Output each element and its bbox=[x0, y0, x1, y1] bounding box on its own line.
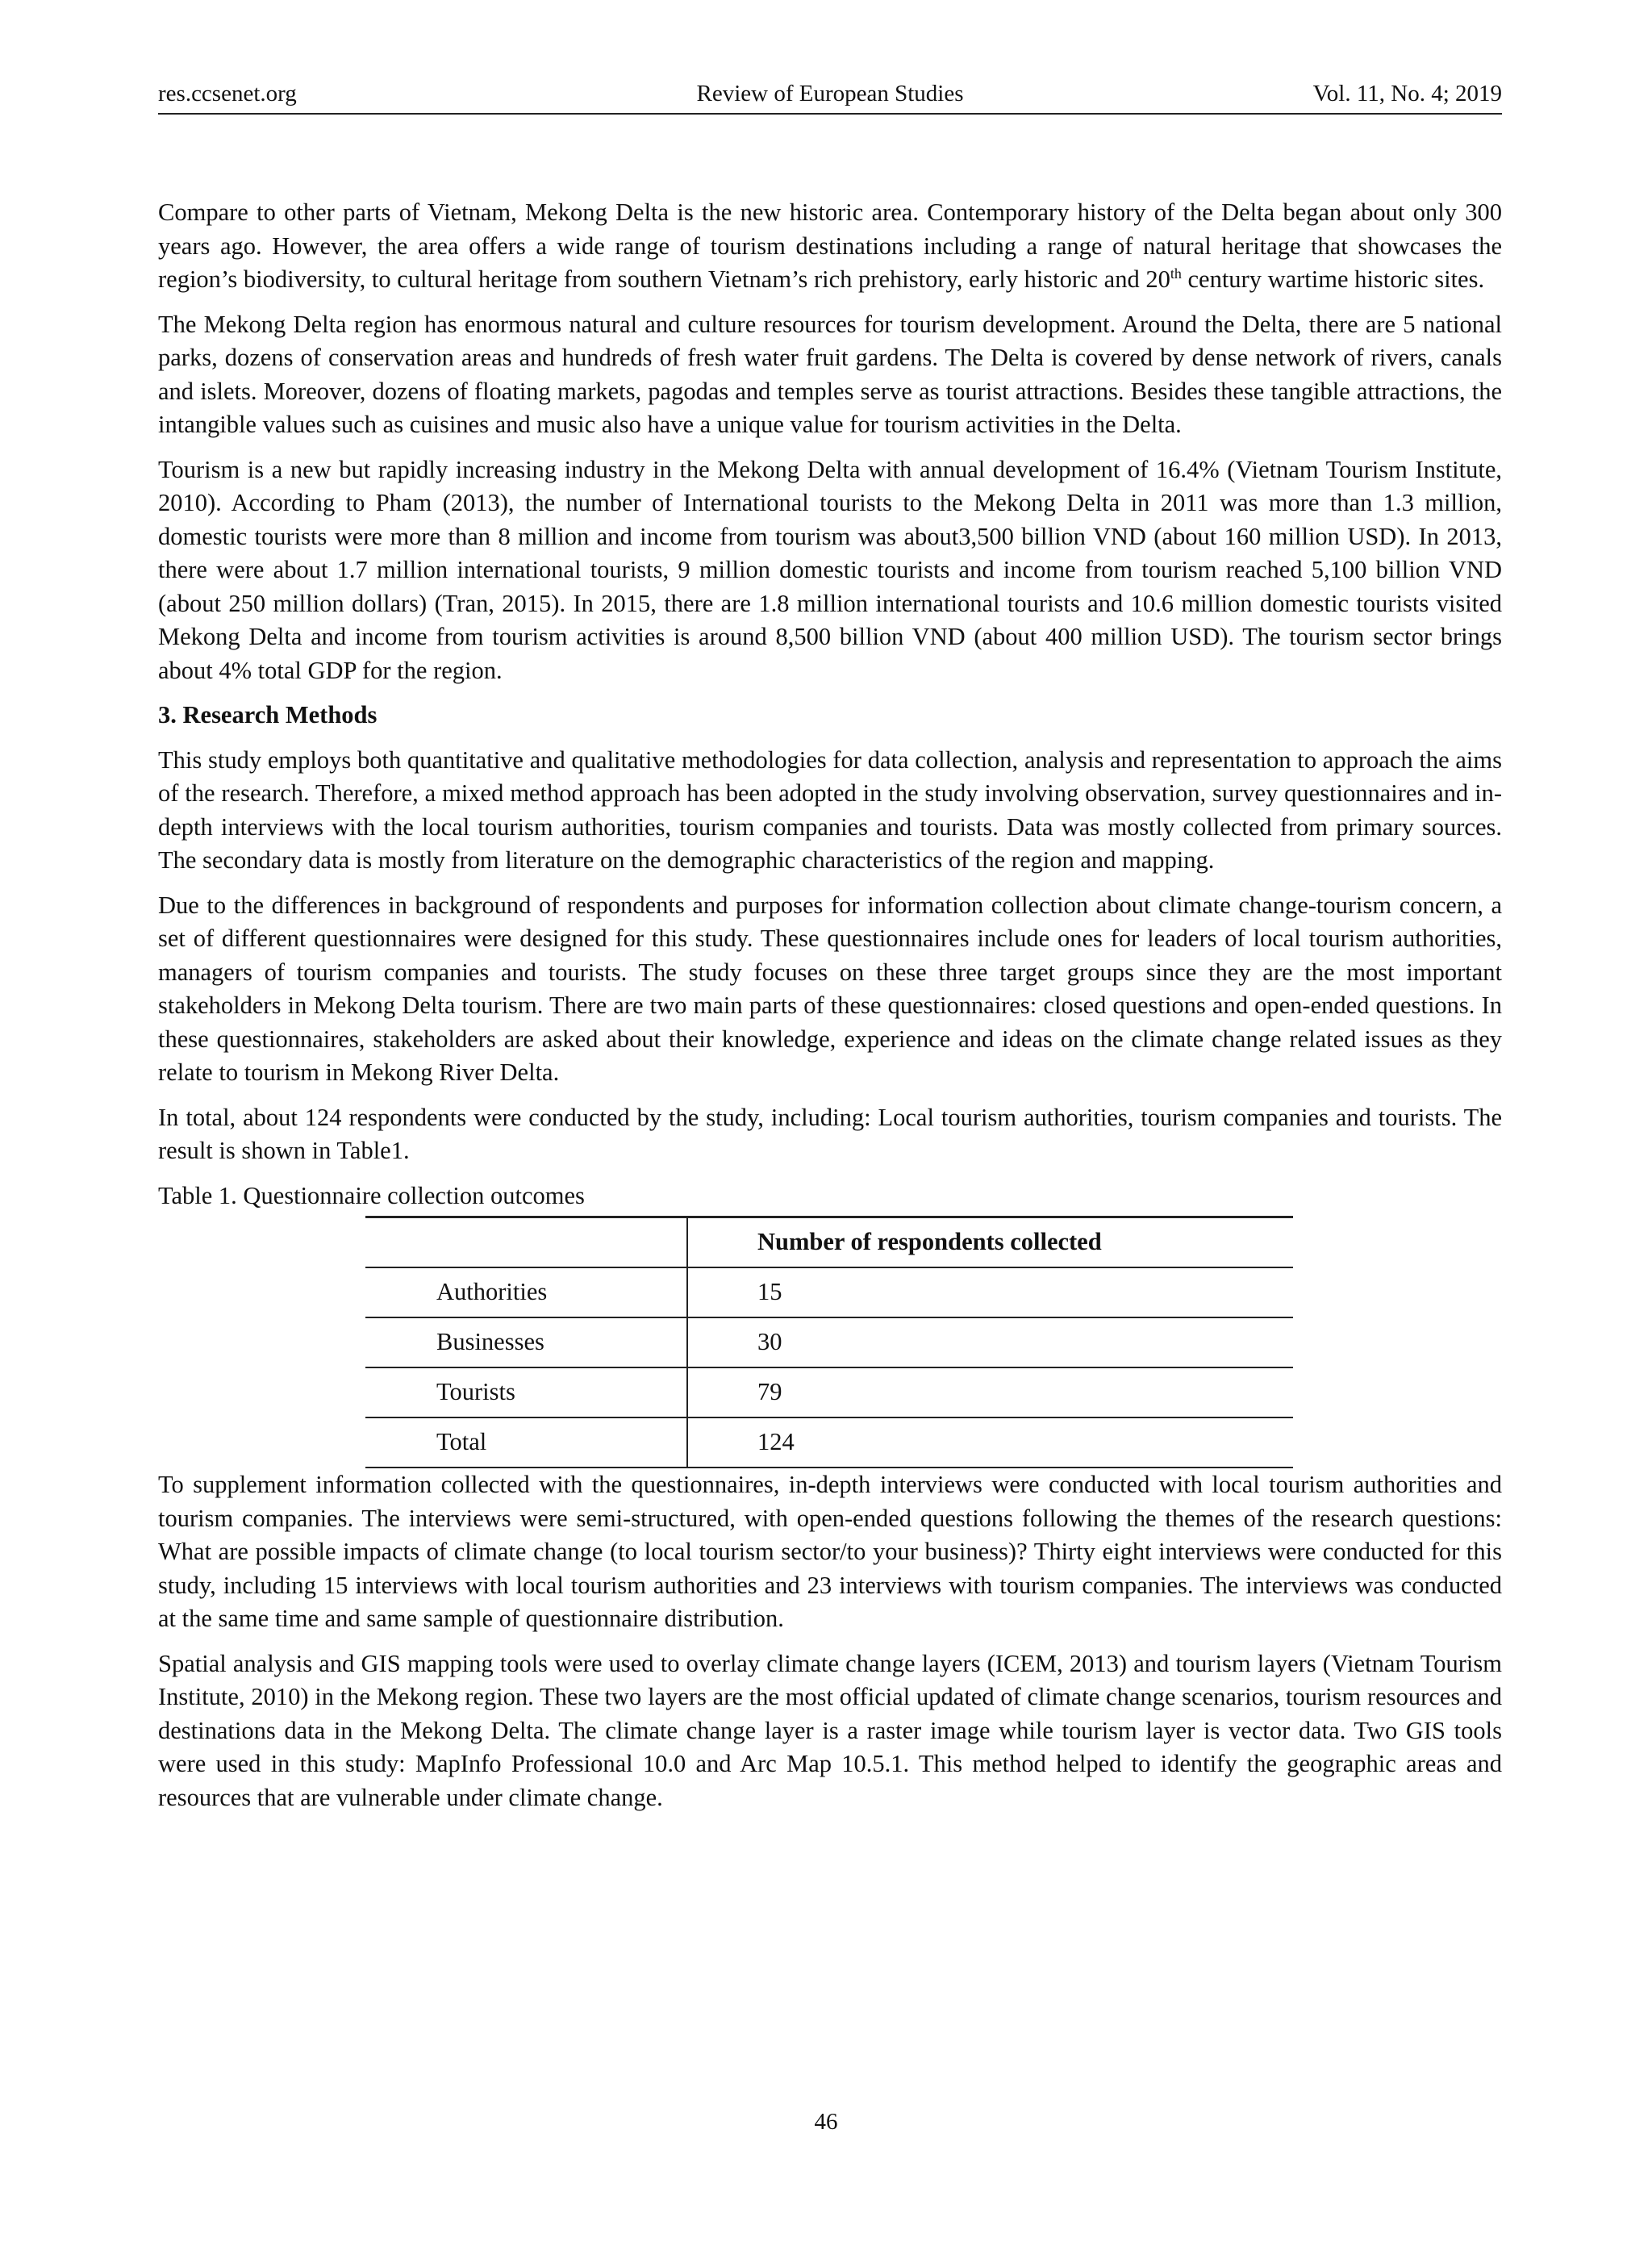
table-caption: Table 1. Questionnaire collection outcomes bbox=[158, 1181, 585, 1209]
paragraph-history-text: Compare to other parts of Vietnam, Mekong Delta is the new historic area. Contemporary history of the Delta began about only 300 years ago. However, the area offers a wide range of tourism destinations including a range of natural heritage that showcases the region’s biodiversity, to cultural heritage from southern Vietnam’s rich prehistory, early historic and 20 bbox=[158, 198, 1502, 293]
article-body bbox=[158, 196, 1502, 1826]
row-label: Authorities bbox=[365, 1267, 687, 1317]
page-number: 46 bbox=[814, 2109, 838, 2135]
paragraph-methods: This study employs both quantitative and qualitative methodologies for data collection, analysis and representation to approach the aims of the research. Therefore, a mixed method approach has been adopted in the study involving observation, survey questionnaires and in-depth interviews with the local tourism authorities, tourism companies and tourists. Data was mostly collected from primary sources. The secondary data is mostly from literature on the demographic characteristics of the region and mapping. bbox=[158, 745, 1502, 874]
journal-title: Review of European Studies bbox=[696, 81, 964, 106]
table-header-row bbox=[365, 1217, 1293, 1268]
row-label: Tourists bbox=[365, 1367, 687, 1417]
paragraph-gis: Spatial analysis and GIS mapping tools were used to overlay climate change layers (ICEM, 2013) and tourism layers (Vietnam Tourism Institute, 2010) in the Mekong region. These two layers are the most official updated of climate change scenarios, tourism resources and destinations data in the Mekong Delta. The climate change layer is a raster image while tourism layer is vector data. Two GIS tools were used in this study: MapInfo Professional 10.0 and Arc Map 10.5.1. This method helped to identify the geographic areas and resources that are vulnerable under climate change. bbox=[158, 1649, 1502, 1811]
respondents-table bbox=[365, 1216, 1293, 1468]
table-row bbox=[365, 1367, 1293, 1417]
paragraph-respondents: In total, about 124 respondents were conducted by the study, including: Local tourism authorities, tourism companies and tourists. The result is shown in Table1. bbox=[158, 1103, 1502, 1164]
paragraph-history bbox=[158, 196, 1502, 297]
row-label: Total bbox=[365, 1417, 687, 1468]
section-heading: 3. Research Methods bbox=[158, 701, 378, 729]
running-header bbox=[158, 77, 1502, 115]
paragraph-questionnaires: Due to the differences in background of respondents and purposes for information collection about climate change-tourism concern, a set of different questionnaires were designed for this study. These questionnaires include ones for leaders of local tourism authorities, managers of tourism companies and tourists. The study focuses on these three target groups since they are the most important stakeholders in Mekong Delta tourism. There are two main parts of these questionnaires: closed questions and open-ended questions. In these questionnaires, stakeholders are asked about their knowledge, experience and ideas on the climate change related issues as they relate to tourism in Mekong River Delta. bbox=[158, 891, 1502, 1086]
paragraph-tourism-growth: Tourism is a new but rapidly increasing industry in the Mekong Delta with annual development of 16.4% (Vietnam Tourism Institute, 2010). According to Pham (2013), the number of International tourists to the Mekong Delta in 2011 was more than 1.3 million, domestic tourists were more than 8 million and income from tourism was about3,500 billion VND (about 160 million USD). In 2013, there were about 1.7 million international tourists, 9 million domestic tourists and income from tourism reached 5,100 billion VND (about 250 million dollars) (Tran, 2015). In 2015, there are 1.8 million international tourists and 10.6 million domestic tourists visited Mekong Delta and income from tourism activities is around 8,500 billion VND (about 400 million USD). The tourism sector brings about 4% total GDP for the region. bbox=[158, 455, 1502, 684]
paragraph-interviews: To supplement information collected with the questionnaires, in-depth interviews were conducted with local tourism authorities and tourism companies. The interviews were semi-structured, with open-ended questions following the themes of the research questions: What are possible impacts of climate change (to local tourism sector/to your business)? Thirty eight interviews were conducted for this study, including 15 interviews with local tourism authorities and 23 interviews with tourism companies. The interviews was conducted at the same time and same sample of questionnaire distribution. bbox=[158, 1471, 1502, 1632]
table-header-empty bbox=[365, 1217, 687, 1268]
table-row bbox=[365, 1267, 1293, 1317]
paragraph-resources: The Mekong Delta region has enormous natural and culture resources for tourism development. Around the Delta, there are 5 national parks, dozens of conservation areas and hundreds of fresh water fruit gardens. The Delta is covered by dense network of rivers, canals and islets. Moreover, dozens of floating markets, pagodas and temples serve as tourist attractions. Besides these tangible attractions, the intangible values such as cuisines and music also have a unique value for tourism activities in the Delta. bbox=[158, 310, 1502, 438]
table-row bbox=[365, 1317, 1293, 1367]
table-header-cell: Number of respondents collected bbox=[687, 1217, 1293, 1268]
row-label: Businesses bbox=[365, 1317, 687, 1367]
table-row bbox=[365, 1417, 1293, 1468]
volume-info: Vol. 11, No. 4; 2019 bbox=[1312, 81, 1502, 106]
row-value: 15 bbox=[687, 1267, 1293, 1317]
row-value: 30 bbox=[687, 1317, 1293, 1367]
row-value: 124 bbox=[687, 1417, 1293, 1468]
journal-url: res.ccsenet.org bbox=[158, 81, 297, 106]
paragraph-history-end: century wartime historic sites. bbox=[1181, 265, 1485, 293]
row-value: 79 bbox=[687, 1367, 1293, 1417]
ordinal-suffix: th bbox=[1170, 265, 1182, 282]
